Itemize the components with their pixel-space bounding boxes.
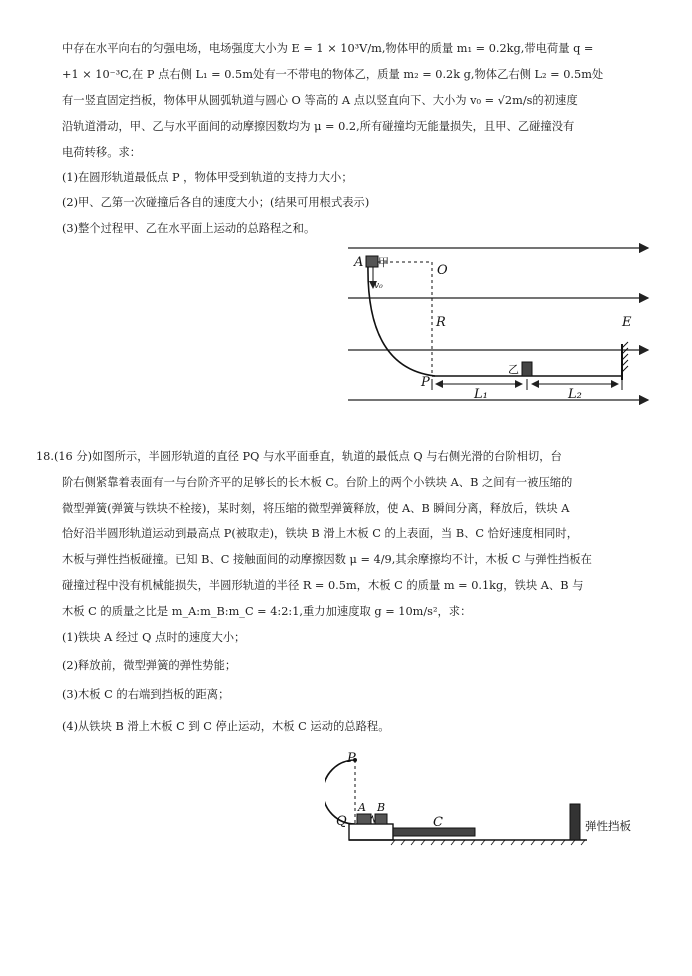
label-B: B: [377, 801, 386, 814]
label-P: P: [421, 375, 430, 390]
label-A: A: [358, 801, 366, 814]
q18-subquestion-3: (3)木板 C 的右端到挡板的距离；: [62, 688, 230, 701]
label-jia: 甲: [378, 256, 389, 269]
label-L2: L₂: [568, 387, 582, 402]
label-O: O: [437, 263, 448, 278]
q18-text-line: 木板与弹性挡板碰撞。已知 B、C 接触面间的动摩擦因数 μ = 4/9,其余摩擦均不计，木板 C 与弹性挡板在: [62, 553, 592, 566]
q18-text-line: 恰好沿半圆形轨道运动到最高点 P(被取走)，铁块 B 滑上木板 C 的上表面，当 B、C 恰好速度相同时，: [62, 527, 579, 540]
spring: [371, 816, 375, 822]
q18-text-line: 18.(16 分)如图所示，半圆形轨道的直径 PQ 与水平面垂直，轨道的最低点 Q 与右侧光滑的台阶相切，台: [36, 450, 562, 463]
q17-subquestion-3: (3)整个过程甲、乙在水平面上运动的总路程之和。: [62, 222, 316, 235]
label-C: C: [433, 815, 443, 830]
q17-subquestion-1: (1)在圆形轨道最低点 P ，物体甲受到轨道的支持力大小；: [62, 171, 353, 184]
label-P: P: [347, 751, 356, 766]
step-platform: [349, 824, 393, 840]
q18-figure-semicircle-track: [325, 750, 655, 860]
block-yi: [522, 362, 532, 376]
block-jia: [366, 256, 378, 267]
label-R: R: [436, 315, 446, 330]
q18-subquestion-2: (2)释放前，微型弹簧的弹性势能；: [62, 659, 237, 672]
q18-text-line: 微型弹簧(弹簧与铁块不栓接)，某时刻，将压缩的微型弹簧释放，使 A、B 瞬间分离，释放后，铁块 A: [62, 502, 570, 515]
q17-text-line: 中存在水平向右的匀强电场，电场强度大小为 E = 1 × 10³V/m,物体甲的质量 m₁ = 0.2kg,带电荷量 q =: [62, 42, 594, 55]
label-v0: v₀: [374, 281, 383, 291]
q17-text-line: +1 × 10⁻³C,在 P 点右侧 L₁ = 0.5m处有一不带电的物体乙，质量 m₂ = 0.2k g,物体乙右侧 L₂ = 0.5m处: [62, 68, 604, 81]
label-L1: L₁: [474, 387, 488, 402]
q18-subquestion-4: (4)从铁块 B 滑上木板 C 到 C 停止运动，木板 C 运动的总路程。: [62, 720, 390, 733]
q17-text-line: 电荷转移。求：: [62, 146, 142, 159]
q17-subquestion-2: (2)甲、乙第一次碰撞后各自的速度大小；(结果可用根式表示): [62, 196, 370, 209]
label-yi: 乙: [508, 363, 519, 376]
q17-text-line: 有一竖直固定挡板，物体甲从圆弧轨道与圆心 O 等高的 A 点以竖直向下、大小为 v₀ = √2m/s的初速度: [62, 94, 578, 107]
q17-text-line: 沿轨道滑动，甲、乙与水平面间的动摩擦因数均为 μ = 0.2,所有碰撞均无能量损失，且甲、乙碰撞没有: [62, 120, 575, 133]
ground-hatching: [391, 840, 585, 845]
q18-text-line: 木板 C 的质量之比是 m_A:m_B:m_C = 4:2:1,重力加速度取 g = 10m/s²，求：: [62, 605, 472, 618]
elastic-wall: [570, 804, 580, 840]
label-A: A: [354, 255, 364, 270]
q18-subquestion-1: (1)铁块 A 经过 Q 点时的速度大小；: [62, 631, 246, 644]
q18-text-line: 碰撞过程中没有机械能损失，半圆形轨道的半径 R = 0.5m，木板 C 的质量 m = 0.1kg，铁块 A、B 与: [62, 579, 584, 592]
q18-text-line: 阶右侧紧靠着表面有一与台阶齐平的足够长的长木板 C。台阶上的两个小铁块 A、B 之间有一被压缩的: [62, 476, 573, 489]
q17-figure-electric-field-track: [340, 240, 660, 415]
label-Q: Q: [336, 814, 347, 829]
block-B: [375, 814, 387, 824]
label-elastic-wall: 弹性挡板: [585, 819, 631, 833]
block-A: [357, 814, 371, 824]
label-E: E: [622, 315, 632, 330]
